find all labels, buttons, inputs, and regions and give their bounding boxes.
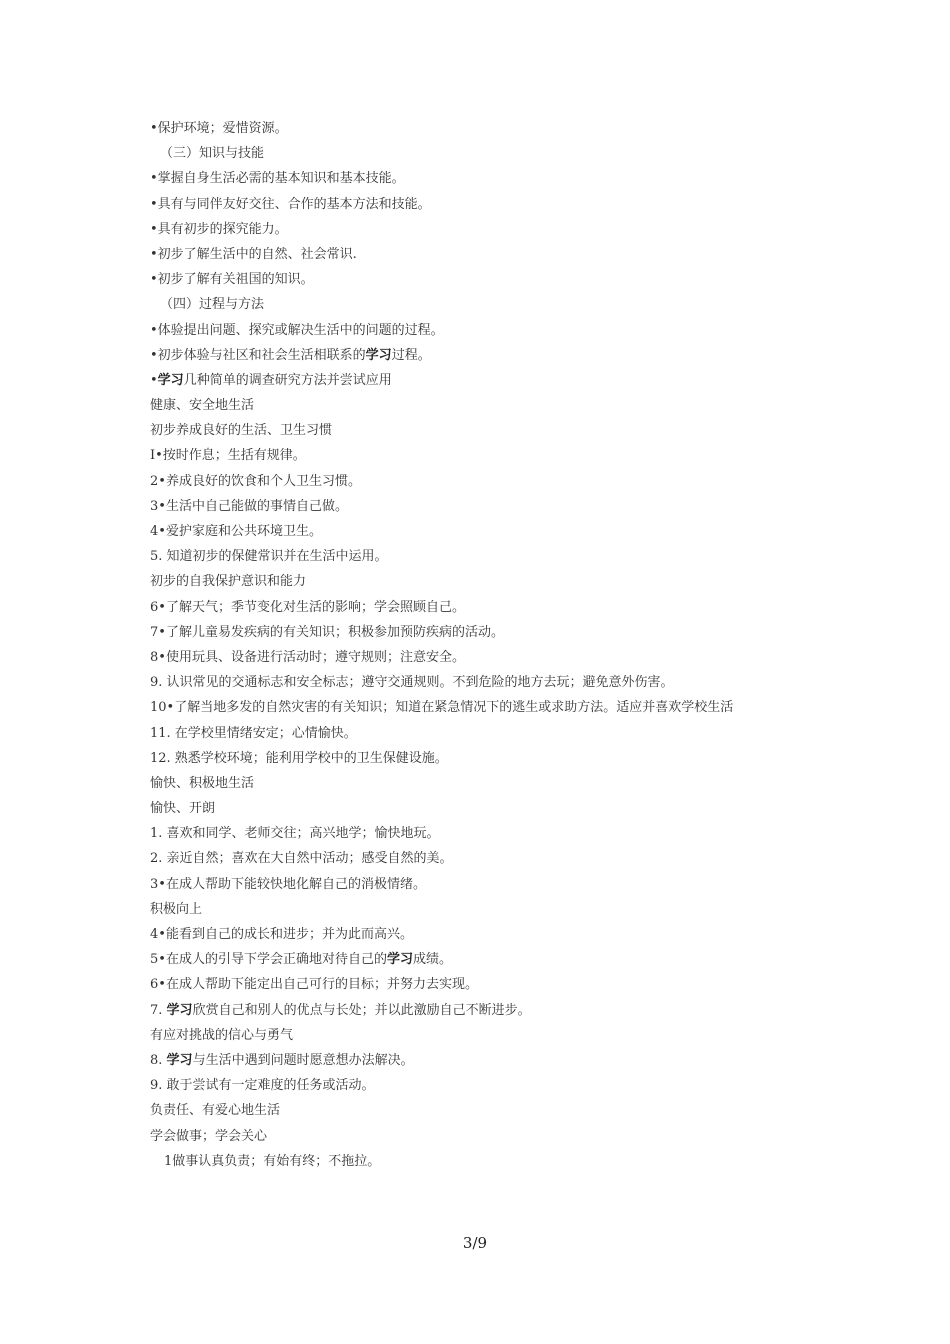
line-text: • [150,372,158,388]
text-line [150,519,870,544]
line-text: 初步养成良好的生活、卫生习惯 [150,423,333,439]
line-text: 1. 喜欢和同学、老师交往；高兴地学；愉快地玩。 [150,826,440,842]
emphasized-term: 学习 [386,952,413,968]
line-text: 10•了解当地多发的自然灾害的有关知识；知道在紧急情况下的逃生或求助方法。适应并喜欢学校生活 [150,700,734,716]
emphasized-term: 学习 [157,372,184,388]
line-text: 6•在成人帮助下能定出自己可行的目标；并努力去实现。 [150,977,478,993]
text-line [150,620,870,645]
line-text: 学会做事；学会关心 [150,1128,268,1144]
text-line [150,318,870,343]
text-line [150,393,870,418]
text-line [150,116,870,141]
line-text: 8•使用玩具、设备进行活动时；遵守规则；注意安全。 [150,649,465,665]
line-text: 3•生活中自己能做的事情自己做。 [150,498,348,514]
line-text: 5. 知道初步的保健常识并在生活中运用。 [150,549,388,565]
document-body [150,116,870,1174]
text-line [150,1098,870,1123]
line-text-continued: 欣赏自己和别人的优点与长处；并以此激励自己不断进步。 [192,1002,531,1018]
text-line [150,267,870,292]
line-text-continued: 几种简单的调查研究方法并尝试应用 [183,372,392,388]
text-line [150,947,870,972]
line-text: 初步的自我保护意识和能力 [150,574,307,590]
line-text: 1做事认真负责；有始有终；不拖拉。 [164,1153,381,1169]
line-text: •初步了解生活中的自然、社会常识. [150,246,357,262]
line-text: 愉快、开朗 [150,801,216,817]
text-line [150,695,870,720]
text-line [150,418,870,443]
text-line [150,972,870,997]
text-line [150,670,870,695]
text-line [150,1048,870,1073]
line-text: •具有初步的探究能力。 [150,221,288,237]
line-text: 8. [150,1052,167,1068]
text-line [150,217,870,242]
line-text-continued: 过程。 [391,347,431,363]
page-number: 3/9 [462,1234,488,1252]
line-text: 健康、安全地生活 [150,398,255,414]
text-line [150,796,870,821]
line-text: 4•能看到自己的成长和进步；并为此而高兴。 [150,927,413,942]
text-line [150,292,870,317]
text-line [150,469,870,494]
emphasized-term: 学习 [365,347,392,363]
line-text: 7. [150,1002,167,1018]
line-text: •具有与同伴友好交往、合作的基本方法和技能。 [150,196,431,212]
text-line [150,192,870,217]
line-text: 2•养成良好的饮食和个人卫生习惯。 [150,473,361,489]
line-text: （四）过程与方法 [160,297,265,313]
text-line [150,746,870,771]
line-text: 负责任、有爱心地生活 [150,1103,281,1119]
emphasized-term: 学习 [166,1052,193,1068]
text-line [150,1149,870,1174]
text-line [150,242,870,267]
text-line [150,872,870,897]
text-line [150,721,870,746]
text-line [150,1073,870,1098]
line-text: I•按时作息；生括有规律。 [150,448,306,464]
line-text: 3•在成人帮助下能较快地化解自己的消极情绪。 [150,876,426,892]
text-line [150,595,870,620]
text-line [150,1023,870,1048]
line-text: 愉快、积极地生活 [150,775,255,791]
line-text: 有应对挑战的信心与勇气 [150,1027,294,1043]
line-text: 2. 亲近自然；喜欢在大自然中活动；感受自然的美。 [150,851,453,867]
line-text: •保护环境；爱惜资源。 [150,121,288,136]
line-text: 9. 认识常见的交通标志和安全标志；遵守交通规则。不到危险的地方去玩；避免意外伤害。 [150,675,674,691]
line-text: 6•了解天气；季节变化对生活的影响；学会照顾自己。 [150,599,465,615]
line-text: 5•在成人的引导下学会正确地对待自己的 [150,952,387,968]
line-text: 11. 在学校里情绪安定；心情愉快。 [150,725,357,741]
text-line [150,368,870,393]
line-text-continued: 成绩。 [412,952,452,968]
text-line [150,922,870,947]
line-text: •初步体验与社区和社会生活相联系的 [150,347,366,363]
text-line [150,166,870,191]
line-text: 12. 熟悉学校环境；能利用学校中的卫生保健设施。 [150,750,448,766]
text-line [150,1124,870,1149]
line-text: •初步了解有关祖国的知识。 [150,272,314,288]
line-text-continued: 与生活中遇到问题时愿意想办法解决。 [192,1052,414,1068]
text-line [150,897,870,922]
line-text: 9. 敢于尝试有一定难度的任务或活动。 [150,1078,375,1094]
text-line [150,569,870,594]
text-line [150,494,870,519]
line-text: 4•爱护家庭和公共环境卫生。 [150,524,322,539]
line-text: 7•了解儿童易发疾病的有关知识；积极参加预防疾病的活动。 [150,624,504,640]
text-line [150,645,870,670]
text-line [150,821,870,846]
line-text: •掌握自身生活必需的基本知识和基本技能。 [150,171,405,187]
emphasized-term: 学习 [166,1002,193,1018]
text-line [150,141,870,166]
line-text: （三）知识与技能 [160,146,265,162]
text-line [150,846,870,871]
line-text: 积极向上 [150,901,203,917]
text-line [150,998,870,1023]
text-line [150,544,870,569]
line-text: •体验提出问题、探究或解决生活中的问题的过程。 [150,322,444,338]
text-line [150,771,870,796]
text-line [150,443,870,468]
text-line [150,343,870,368]
